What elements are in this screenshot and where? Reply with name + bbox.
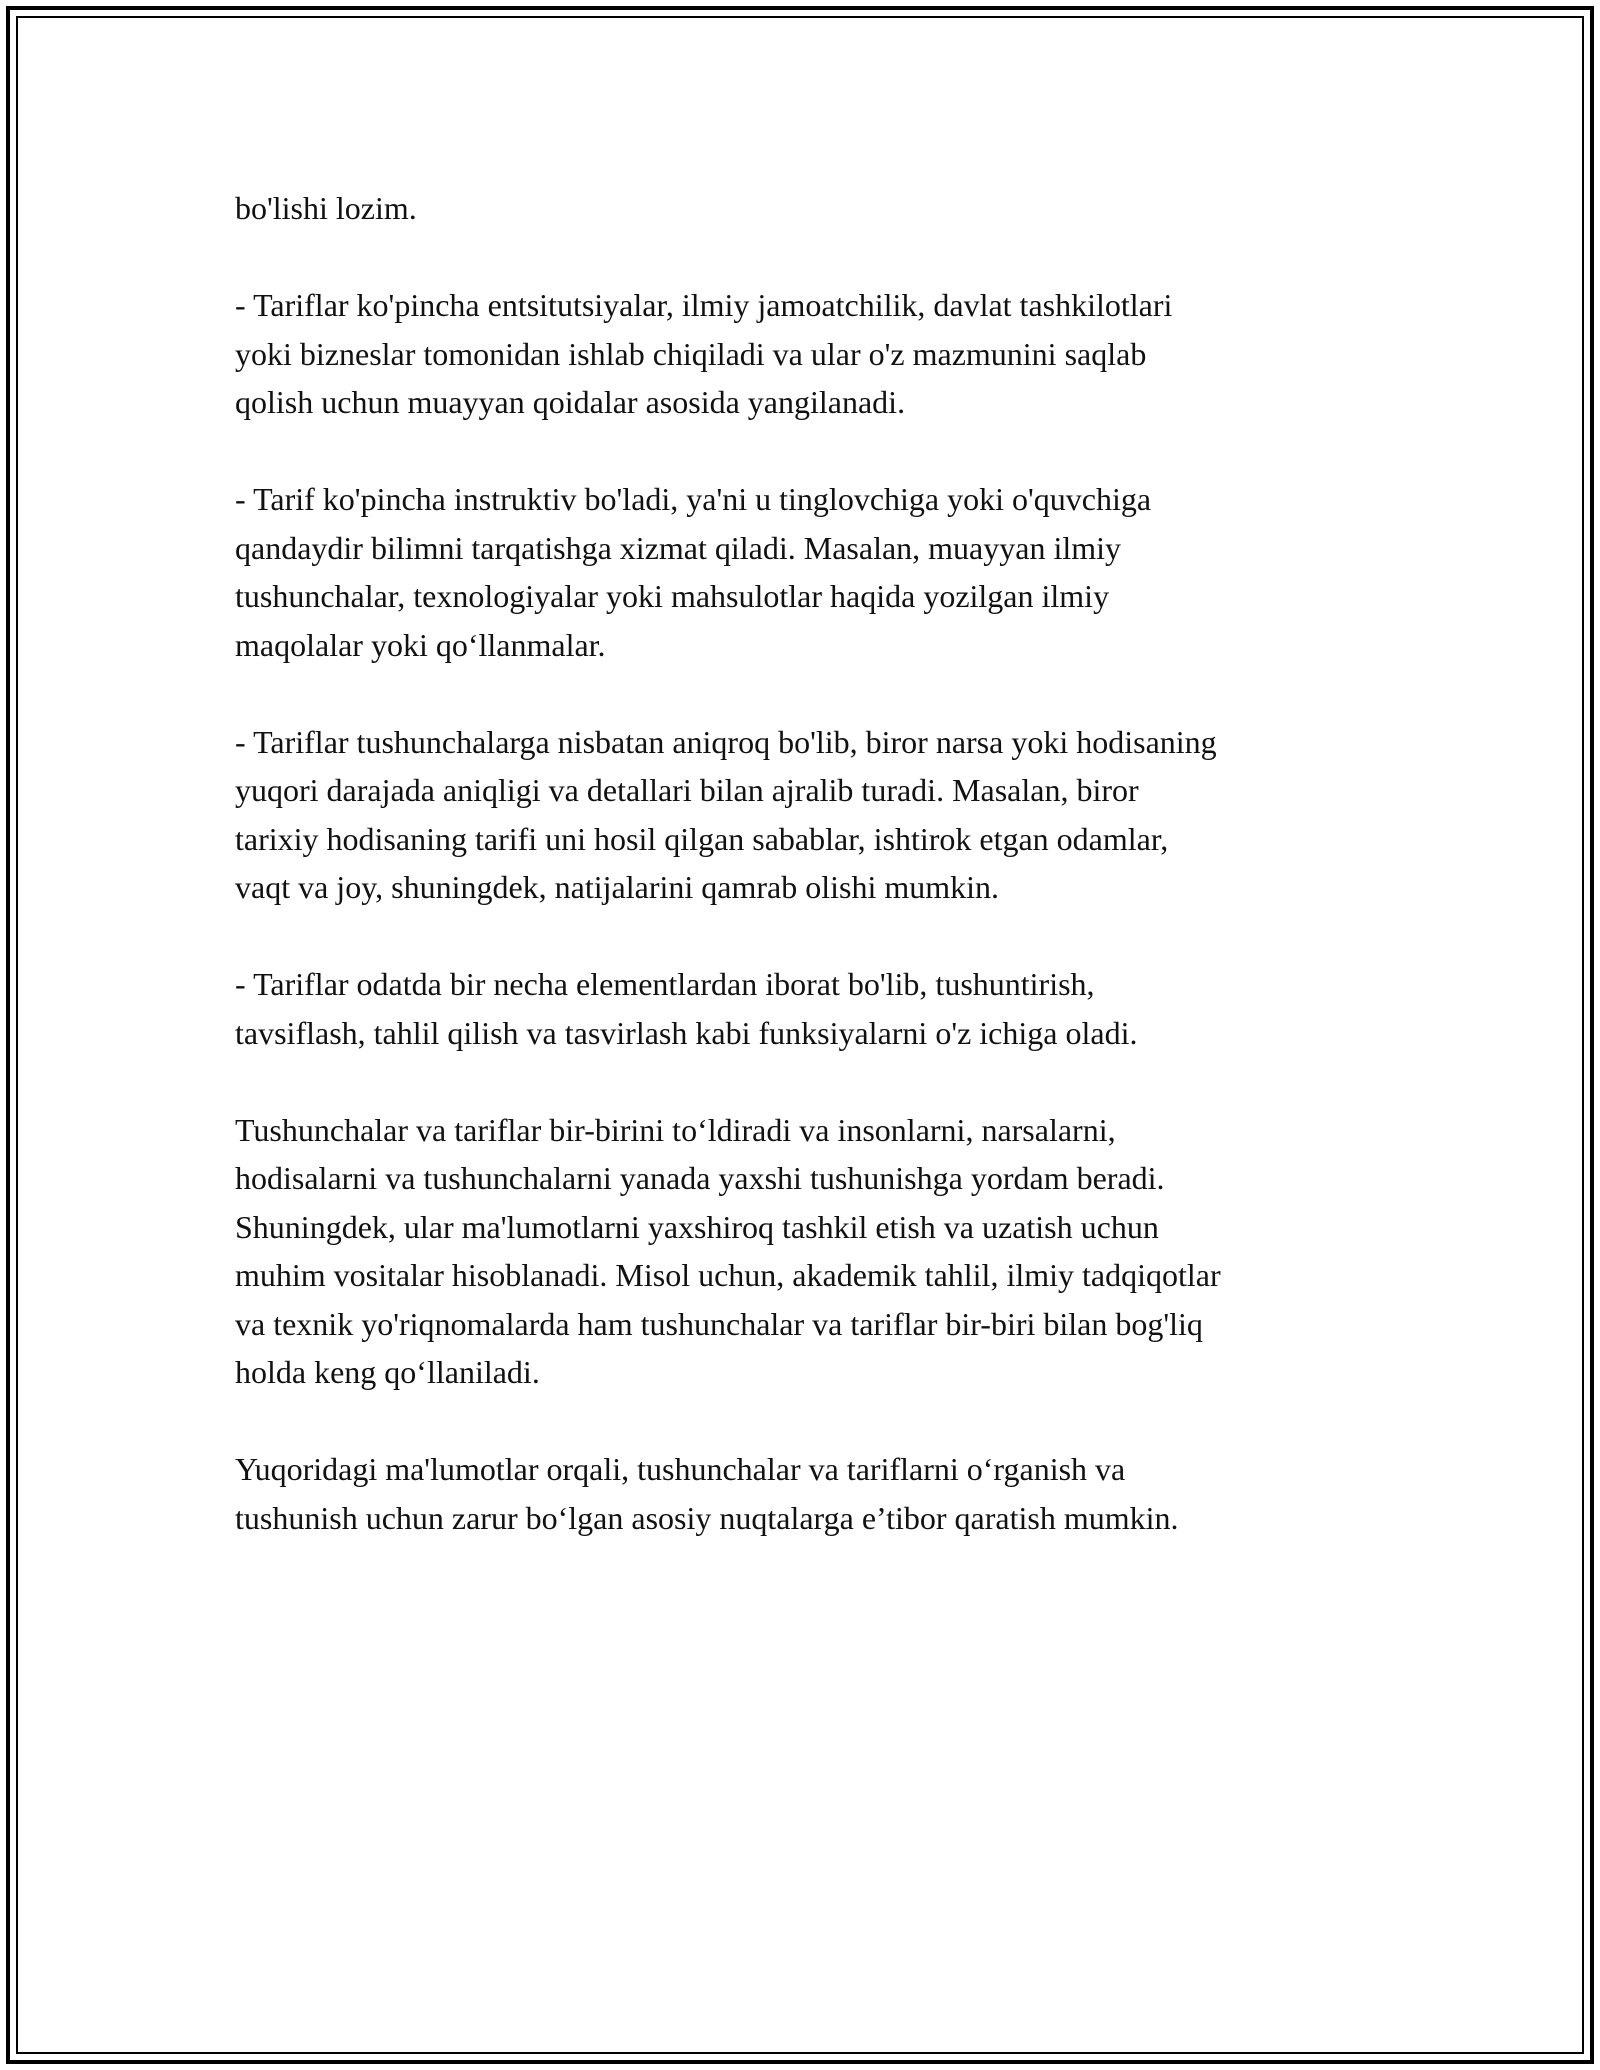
text-line: tushunish uchun zarur bo‘lgan asosiy nuqtalarga e’tibor qaratish mumkin. [235, 1499, 1179, 1536]
paragraph [235, 281, 1385, 427]
text-line: yoki bizneslar tomonidan ishlab chiqiladi va ular o'z mazmunini saqlab [235, 335, 1147, 372]
text-line: qolish uchun muayyan qoidalar asosida yangilanadi. [235, 384, 906, 420]
text-line: muhim vositalar hisoblanadi. Misol uchun, akademik tahlil, ilmiy tadqiqotlar [235, 1257, 1221, 1293]
paragraph [235, 1445, 1385, 1542]
text-line: - Tariflar ko'pincha entsitutsiyalar, ilmiy jamoatchilik, davlat tashkilotlari [235, 287, 1173, 323]
text-line: holda keng qo‘llaniladi. [235, 1354, 540, 1390]
text-line: tarixiy hodisaning tarifi uni hosil qilgan sabablar, ishtirok etgan odamlar, [235, 820, 1169, 857]
text-line: hodisalarni va tushunchalarni yanada yaxshi tushunishga yordam beradi. [235, 1160, 1165, 1196]
text-line: tushunchalar, texnologiyalar yoki mahsulotlar haqida yozilgan ilmiy [235, 578, 1110, 614]
text-line: bo'lishi lozim. [235, 190, 417, 226]
text-line: Shuningdek, ular ma'lumotlarni yaxshiroq tashkil etish va uzatish uchun [235, 1208, 1159, 1245]
text-line: yuqori darajada aniqligi va detallari bilan ajralib turadi. Masalan, biror [235, 772, 1139, 808]
paragraph [235, 1106, 1385, 1397]
text-line: va texnik yo'riqnomalarda ham tushunchalar va tariflar bir-biri bilan bog'liq [235, 1305, 1203, 1342]
text-line: - Tariflar odatda bir necha elementlardan iborat bo'lib, tushuntirish, [235, 966, 1095, 1002]
text-line: Tushunchalar va tariflar bir-birini to‘ldiradi va insonlarni, narsalarni, [235, 1111, 1116, 1148]
paragraph [235, 184, 1385, 233]
text-line: qandaydir bilimni tarqatishga xizmat qiladi. Masalan, muayyan ilmiy [235, 529, 1122, 566]
text-line: vaqt va joy, shuningdek, natijalarini qamrab olishi mumkin. [235, 869, 1000, 905]
text-line: tavsiflash, tahlil qilish va tasvirlash kabi funksiyalarni o'z ichiga oladi. [235, 1014, 1138, 1051]
text-line: - Tarif ko'pincha instruktiv bo'ladi, ya'ni u tinglovchiga yoki o'quvchiga [235, 481, 1152, 517]
document-body [235, 184, 1385, 1591]
text-line: maqolalar yoki qo‘llanmalar. [235, 626, 606, 663]
text-line: Yuqoridagi ma'lumotlar orqali, tushunchalar va tariflarni o‘rganish va [235, 1451, 1126, 1487]
paragraph [235, 718, 1385, 912]
paragraph [235, 475, 1385, 669]
text-line: - Tariflar tushunchalarga nisbatan aniqroq bo'lib, biror narsa yoki hodisaning [235, 723, 1217, 760]
paragraph [235, 960, 1385, 1057]
